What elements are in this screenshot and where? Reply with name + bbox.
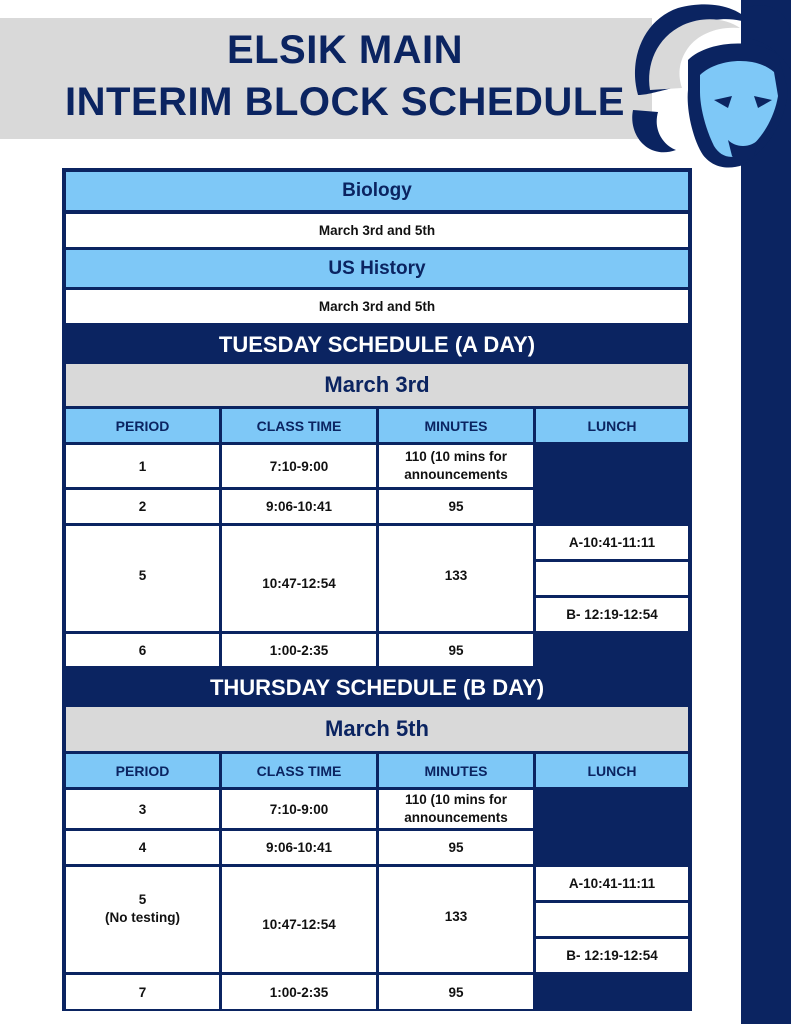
thursday-row-3-time: 7:10-9:00 (222, 790, 376, 828)
tuesday-row-6-time: 1:00-2:35 (222, 634, 376, 666)
title-line-2: INTERIM BLOCK SCHEDULE (65, 80, 625, 124)
tuesday-row-5-time: 10:47-12:54 (222, 526, 376, 631)
thursday-col-class-time: CLASS TIME (222, 754, 376, 787)
tuesday-row-2-time: 9:06-10:41 (222, 490, 376, 523)
tuesday-col-class-time: CLASS TIME (222, 409, 376, 442)
thursday-row-4-period: 4 (66, 831, 219, 864)
schedule-table (62, 168, 692, 1011)
tuesday-row-6-minutes: 95 (379, 634, 533, 666)
tuesday-row-2-minutes: 95 (379, 490, 533, 523)
tuesday-col-minutes: MINUTES (379, 409, 533, 442)
thursday-lunch-a: A-10:41-11:11 (536, 867, 688, 900)
thursday-lunch-b: B- 12:19-12:54 (536, 939, 688, 972)
tuesday-row-5-minutes: 133 (379, 526, 533, 631)
test-dates-biology: March 3rd and 5th (66, 214, 688, 247)
thursday-row-5-period-cell (66, 867, 219, 972)
thursday-row-5-time: 10:47-12:54 (222, 867, 376, 972)
tuesday-heading: TUESDAY SCHEDULE (A DAY) (64, 326, 690, 364)
thursday-row-7-minutes: 95 (379, 975, 533, 1009)
thursday-row-3-period: 3 (66, 790, 219, 828)
tuesday-col-lunch: LUNCH (536, 409, 688, 442)
tuesday-row-1-period: 1 (66, 445, 219, 487)
tuesday-row-2-period: 2 (66, 490, 219, 523)
tuesday-row-1-time: 7:10-9:00 (222, 445, 376, 487)
thursday-row-5-period: 5 (138, 892, 147, 907)
tuesday-date: March 3rd (66, 364, 688, 406)
test-subject-biology: Biology (66, 172, 688, 210)
title-line-1: ELSIK MAIN (226, 28, 464, 72)
thursday-date: March 5th (66, 707, 688, 751)
thursday-col-minutes: MINUTES (379, 754, 533, 787)
thursday-row-5-minutes: 133 (379, 867, 533, 972)
thursday-col-period: PERIOD (66, 754, 219, 787)
thursday-row-3-minutes: 110 (10 mins for announcements (379, 790, 533, 828)
thursday-row-5-note: (No testing) (105, 910, 180, 925)
tuesday-row-5-period: 5 (66, 526, 219, 631)
ram-mascot-logo (628, 0, 791, 172)
thursday-row-7-period: 7 (66, 975, 219, 1009)
tuesday-row-6-period: 6 (66, 634, 219, 666)
tuesday-lunch-a: A-10:41-11:11 (536, 526, 688, 559)
test-dates-us-history: March 3rd and 5th (66, 290, 688, 323)
tuesday-lunch-b: B- 12:19-12:54 (536, 598, 688, 631)
thursday-row-4-minutes: 95 (379, 831, 533, 864)
thursday-heading: THURSDAY SCHEDULE (B DAY) (64, 669, 690, 707)
tuesday-row-1-minutes: 110 (10 mins for announcements (379, 445, 533, 487)
thursday-row-4-time: 9:06-10:41 (222, 831, 376, 864)
tuesday-lunch-middle (536, 562, 688, 595)
test-subject-us-history: US History (66, 250, 688, 287)
tuesday-col-period: PERIOD (66, 409, 219, 442)
thursday-col-lunch: LUNCH (536, 754, 688, 787)
thursday-row-7-time: 1:00-2:35 (222, 975, 376, 1009)
thursday-lunch-middle (536, 903, 688, 936)
